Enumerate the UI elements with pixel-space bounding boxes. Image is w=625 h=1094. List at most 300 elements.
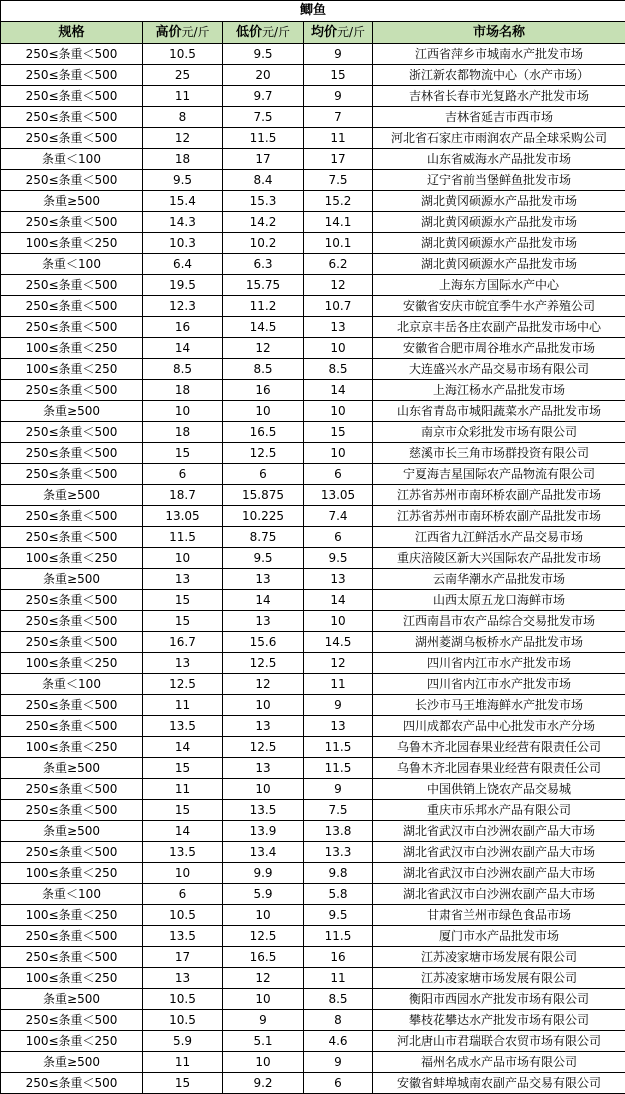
table-row [1,590,625,611]
cell-spec: 250≤条重＜500 [1,1010,143,1031]
header-high-label: 高价 [155,25,181,40]
cell-spec: 250≤条重＜500 [1,800,143,821]
cell-high: 14 [143,737,223,758]
cell-avg: 9 [304,44,373,65]
cell-avg: 10.7 [304,296,373,317]
cell-spec: 250≤条重＜500 [1,947,143,968]
table-row [1,863,625,884]
cell-avg: 9 [304,1052,373,1073]
cell-spec: 250≤条重＜500 [1,611,143,632]
cell-avg: 7.4 [304,506,373,527]
cell-spec: 条重＜100 [1,884,143,905]
cell-market: 河北省石家庄市雨润农产品全球采购公司 [373,128,625,149]
cell-low: 10 [223,779,304,800]
cell-low: 9.2 [223,1073,304,1094]
table-row [1,1031,625,1052]
table-body [1,44,625,1094]
cell-avg: 15 [304,422,373,443]
cell-market: 吉林省延吉市西市场 [373,107,625,128]
cell-high: 13.5 [143,716,223,737]
cell-low: 20 [223,65,304,86]
cell-market: 重庆市乐邦水产品有限公司 [373,800,625,821]
cell-spec: 100≤条重＜250 [1,548,143,569]
cell-market: 湖北黄冈硕源水产品批发市场 [373,233,625,254]
cell-high: 15 [143,758,223,779]
cell-avg: 11 [304,128,373,149]
cell-spec: 250≤条重＜500 [1,128,143,149]
cell-market: 江苏省苏州市南环桥农副产品批发市场 [373,506,625,527]
table-row [1,569,625,590]
table-row [1,926,625,947]
cell-high: 11.5 [143,527,223,548]
cell-market: 四川省内江市水产批发市场 [373,674,625,695]
cell-market: 江苏凌家塘市场发展有限公司 [373,947,625,968]
cell-market: 山东省青岛市城阳蔬菜水产品批发市场 [373,401,625,422]
table-row [1,1010,625,1031]
cell-market: 福州名成水产品市场有限公司 [373,1052,625,1073]
cell-avg: 11.5 [304,758,373,779]
table-row [1,380,625,401]
cell-low: 10 [223,1052,304,1073]
cell-avg: 11 [304,674,373,695]
cell-spec: 100≤条重＜250 [1,905,143,926]
cell-market: 上海江杨水产品批发市场 [373,380,625,401]
cell-low: 12 [223,968,304,989]
cell-market: 大连盛兴水产品交易市场有限公司 [373,359,625,380]
cell-avg: 11.5 [304,926,373,947]
cell-spec: 条重＜100 [1,149,143,170]
table-row [1,968,625,989]
cell-spec: 条重≥500 [1,191,143,212]
cell-market: 长沙市马王堆海鲜水产批发市场 [373,695,625,716]
cell-spec: 条重≥500 [1,569,143,590]
cell-spec: 250≤条重＜500 [1,380,143,401]
cell-market: 中国供销上饶农产品交易城 [373,779,625,800]
cell-market: 湖北省武汉市白沙洲农副产品大市场 [373,821,625,842]
cell-avg: 9 [304,86,373,107]
table-row [1,506,625,527]
cell-market: 宁夏海吉星国际农产品物流有限公司 [373,464,625,485]
table-row [1,716,625,737]
cell-high: 13 [143,968,223,989]
cell-avg: 8.5 [304,359,373,380]
table-row [1,128,625,149]
cell-market: 云南华潮水产品批发市场 [373,569,625,590]
header-low-unit: 元/斤 [262,25,290,39]
table-row [1,275,625,296]
cell-spec: 250≤条重＜500 [1,422,143,443]
cell-market: 湖北黄冈硕源水产品批发市场 [373,191,625,212]
cell-high: 10.5 [143,905,223,926]
cell-high: 12 [143,128,223,149]
cell-low: 13 [223,758,304,779]
cell-market: 湖北省武汉市白沙洲农副产品大市场 [373,842,625,863]
cell-high: 15 [143,443,223,464]
table-row [1,149,625,170]
cell-high: 14.3 [143,212,223,233]
cell-low: 13.4 [223,842,304,863]
cell-high: 15.4 [143,191,223,212]
cell-spec: 条重≥500 [1,401,143,422]
cell-avg: 13 [304,569,373,590]
cell-high: 13 [143,653,223,674]
table-row [1,695,625,716]
cell-avg: 12 [304,653,373,674]
cell-spec: 100≤条重＜250 [1,863,143,884]
cell-avg: 12 [304,275,373,296]
header-low [223,22,304,44]
table-row [1,191,625,212]
cell-low: 12.5 [223,737,304,758]
cell-avg: 7 [304,107,373,128]
cell-high: 11 [143,695,223,716]
cell-spec: 250≤条重＜500 [1,296,143,317]
table-row [1,485,625,506]
cell-low: 12 [223,674,304,695]
cell-high: 17 [143,947,223,968]
table-row [1,422,625,443]
cell-avg: 10 [304,611,373,632]
cell-spec: 250≤条重＜500 [1,212,143,233]
cell-high: 8.5 [143,359,223,380]
cell-high: 15 [143,590,223,611]
cell-low: 14.5 [223,317,304,338]
cell-low: 16.5 [223,947,304,968]
cell-low: 8.4 [223,170,304,191]
cell-high: 8 [143,107,223,128]
table-row [1,884,625,905]
cell-high: 11 [143,86,223,107]
cell-avg: 9 [304,779,373,800]
cell-low: 10.225 [223,506,304,527]
cell-spec: 250≤条重＜500 [1,632,143,653]
table-row [1,653,625,674]
cell-low: 13.5 [223,800,304,821]
cell-spec: 250≤条重＜500 [1,107,143,128]
cell-spec: 100≤条重＜250 [1,359,143,380]
cell-low: 15.6 [223,632,304,653]
cell-market: 北京京丰岳各庄农副产品批发市场中心 [373,317,625,338]
cell-spec: 250≤条重＜500 [1,926,143,947]
cell-market: 江西南昌市农产品综合交易批发市场 [373,611,625,632]
cell-low: 16.5 [223,422,304,443]
cell-spec: 100≤条重＜250 [1,968,143,989]
table-row [1,947,625,968]
table-row [1,317,625,338]
cell-high: 18.7 [143,485,223,506]
cell-avg: 5.8 [304,884,373,905]
cell-spec: 条重≥500 [1,1052,143,1073]
cell-high: 12.3 [143,296,223,317]
cell-low: 13 [223,569,304,590]
cell-low: 6 [223,464,304,485]
cell-high: 16 [143,317,223,338]
cell-high: 13 [143,569,223,590]
cell-market: 安徽省合肥市周谷堆水产品批发市场 [373,338,625,359]
cell-avg: 17 [304,149,373,170]
cell-market: 重庆涪陵区新大兴国际农产品批发市场 [373,548,625,569]
cell-low: 11.2 [223,296,304,317]
cell-high: 10 [143,548,223,569]
cell-low: 9 [223,1010,304,1031]
cell-avg: 14 [304,380,373,401]
cell-high: 10.3 [143,233,223,254]
cell-market: 湖北省武汉市白沙洲农副产品大市场 [373,884,625,905]
table-row [1,296,625,317]
cell-spec: 250≤条重＜500 [1,317,143,338]
cell-low: 12.5 [223,926,304,947]
cell-avg: 14.5 [304,632,373,653]
table-row [1,548,625,569]
cell-high: 13.05 [143,506,223,527]
cell-avg: 7.5 [304,170,373,191]
cell-market: 江苏凌家塘市场发展有限公司 [373,968,625,989]
cell-high: 6.4 [143,254,223,275]
cell-spec: 100≤条重＜250 [1,653,143,674]
cell-low: 13 [223,716,304,737]
table-row [1,1052,625,1073]
cell-market: 乌鲁木齐北园春果业经营有限责任公司 [373,737,625,758]
table-row [1,527,625,548]
cell-spec: 250≤条重＜500 [1,275,143,296]
cell-avg: 10 [304,401,373,422]
cell-high: 15 [143,1073,223,1094]
cell-low: 15.75 [223,275,304,296]
cell-high: 16.7 [143,632,223,653]
cell-avg: 10 [304,338,373,359]
cell-spec: 250≤条重＜500 [1,443,143,464]
cell-spec: 100≤条重＜250 [1,1031,143,1052]
cell-high: 14 [143,821,223,842]
cell-avg: 6 [304,527,373,548]
cell-avg: 11.5 [304,737,373,758]
cell-high: 13.5 [143,842,223,863]
cell-low: 15.875 [223,485,304,506]
cell-market: 安徽省安庆市皖宜季牛水产养殖公司 [373,296,625,317]
table-row [1,1073,625,1094]
cell-low: 13 [223,611,304,632]
cell-market: 湖北黄冈硕源水产品批发市场 [373,212,625,233]
cell-market: 河北唐山市君瑞联合农贸市场有限公司 [373,1031,625,1052]
cell-low: 10 [223,695,304,716]
cell-market: 安徽省蚌埠城南农副产品交易有限公司 [373,1073,625,1094]
cell-avg: 10.1 [304,233,373,254]
table-row [1,800,625,821]
cell-avg: 6 [304,1073,373,1094]
cell-spec: 250≤条重＜500 [1,86,143,107]
cell-high: 10 [143,863,223,884]
cell-avg: 15 [304,65,373,86]
cell-market: 攀枝花攀达水产批发市场有限公司 [373,1010,625,1031]
cell-market: 湖北黄冈硕源水产品批发市场 [373,254,625,275]
table-row [1,338,625,359]
header-high [143,22,223,44]
table-row [1,212,625,233]
cell-avg: 7.5 [304,800,373,821]
cell-spec: 100≤条重＜250 [1,338,143,359]
cell-market: 浙江新农都物流中心（水产市场） [373,65,625,86]
cell-low: 17 [223,149,304,170]
cell-spec: 250≤条重＜500 [1,779,143,800]
cell-low: 5.1 [223,1031,304,1052]
cell-high: 13.5 [143,926,223,947]
cell-low: 11.5 [223,128,304,149]
cell-market: 慈溪市长三角市场群投资有限公司 [373,443,625,464]
cell-high: 14 [143,338,223,359]
header-row [1,22,625,44]
cell-high: 19.5 [143,275,223,296]
cell-market: 南京市众彩批发市场有限公司 [373,422,625,443]
cell-avg: 14 [304,590,373,611]
cell-high: 10 [143,401,223,422]
table-row [1,842,625,863]
table-title: 鲫鱼 [1,1,625,22]
cell-high: 5.9 [143,1031,223,1052]
table-row [1,737,625,758]
header-low-label: 低价 [236,25,262,40]
cell-low: 10 [223,401,304,422]
cell-high: 15 [143,800,223,821]
header-avg-unit: 元/斤 [337,25,365,39]
table-row [1,443,625,464]
cell-avg: 13.3 [304,842,373,863]
cell-market: 乌鲁木齐北园春果业经营有限责任公司 [373,758,625,779]
cell-low: 9.7 [223,86,304,107]
cell-low: 6.3 [223,254,304,275]
cell-low: 9.5 [223,44,304,65]
cell-market: 厦门市水产品批发市场 [373,926,625,947]
cell-low: 8.75 [223,527,304,548]
cell-high: 10.5 [143,44,223,65]
cell-low: 8.5 [223,359,304,380]
cell-avg: 13.8 [304,821,373,842]
cell-low: 10 [223,905,304,926]
cell-avg: 16 [304,947,373,968]
table-row [1,779,625,800]
cell-low: 16 [223,380,304,401]
cell-high: 11 [143,1052,223,1073]
cell-spec: 条重≥500 [1,485,143,506]
cell-market: 上海东方国际水产中心 [373,275,625,296]
table-row [1,821,625,842]
cell-market: 山东省威海水产品批发市场 [373,149,625,170]
cell-low: 13.9 [223,821,304,842]
cell-market: 湖北省武汉市白沙洲农副产品大市场 [373,863,625,884]
cell-avg: 13.05 [304,485,373,506]
cell-spec: 250≤条重＜500 [1,527,143,548]
table-row [1,401,625,422]
cell-market: 江西省萍乡市城南水产批发市场 [373,44,625,65]
cell-high: 18 [143,422,223,443]
cell-low: 12.5 [223,443,304,464]
cell-high: 6 [143,884,223,905]
cell-avg: 9 [304,695,373,716]
cell-spec: 100≤条重＜250 [1,737,143,758]
cell-avg: 11 [304,968,373,989]
table-row [1,44,625,65]
cell-low: 10 [223,989,304,1010]
cell-market: 江西省九江鲜活水产品交易市场 [373,527,625,548]
cell-spec: 条重≥500 [1,821,143,842]
cell-avg: 13 [304,716,373,737]
cell-high: 18 [143,380,223,401]
cell-market: 湖州菱湖乌板桥水产品批发市场 [373,632,625,653]
cell-avg: 8.5 [304,989,373,1010]
cell-high: 9.5 [143,170,223,191]
cell-spec: 250≤条重＜500 [1,506,143,527]
table-row [1,359,625,380]
cell-avg: 13 [304,317,373,338]
header-avg-label: 均价 [311,25,337,40]
cell-avg: 4.6 [304,1031,373,1052]
cell-avg: 9.5 [304,905,373,926]
table-row [1,170,625,191]
cell-market: 江苏省苏州市南环桥农副产品批发市场 [373,485,625,506]
cell-market: 山西太原五龙口海鲜市场 [373,590,625,611]
cell-spec: 250≤条重＜500 [1,464,143,485]
cell-high: 10.5 [143,989,223,1010]
table-row [1,674,625,695]
cell-market: 四川成都农产品中心批发市水产分场 [373,716,625,737]
cell-avg: 8 [304,1010,373,1031]
header-high-unit: 元/斤 [181,25,209,39]
cell-avg: 6 [304,464,373,485]
cell-avg: 14.1 [304,212,373,233]
cell-market: 辽宁省前当堡鲜鱼批发市场 [373,170,625,191]
title-row [1,1,625,22]
table-row [1,254,625,275]
cell-market: 甘肃省兰州市绿色食品市场 [373,905,625,926]
header-avg [304,22,373,44]
cell-spec: 250≤条重＜500 [1,44,143,65]
cell-low: 7.5 [223,107,304,128]
cell-low: 9.5 [223,548,304,569]
cell-spec: 250≤条重＜500 [1,170,143,191]
cell-low: 14.2 [223,212,304,233]
cell-market: 衡阳市西园水产批发市场有限公司 [373,989,625,1010]
cell-low: 5.9 [223,884,304,905]
cell-avg: 9.5 [304,548,373,569]
header-market: 市场名称 [373,22,625,44]
table-row [1,464,625,485]
cell-low: 14 [223,590,304,611]
cell-spec: 条重≥500 [1,758,143,779]
cell-high: 15 [143,611,223,632]
cell-high: 18 [143,149,223,170]
table-row [1,107,625,128]
cell-market: 吉林省长春市光复路水产批发市场 [373,86,625,107]
cell-low: 12.5 [223,653,304,674]
table-row [1,758,625,779]
cell-high: 12.5 [143,674,223,695]
table-row [1,611,625,632]
cell-avg: 9.8 [304,863,373,884]
table-row [1,632,625,653]
cell-high: 11 [143,779,223,800]
cell-low: 9.9 [223,863,304,884]
cell-low: 10.2 [223,233,304,254]
cell-avg: 15.2 [304,191,373,212]
cell-spec: 条重＜100 [1,254,143,275]
table-row [1,86,625,107]
cell-high: 25 [143,65,223,86]
cell-low: 15.3 [223,191,304,212]
cell-avg: 10 [304,443,373,464]
table-row [1,65,625,86]
cell-high: 10.5 [143,1010,223,1031]
cell-high: 6 [143,464,223,485]
cell-low: 12 [223,338,304,359]
